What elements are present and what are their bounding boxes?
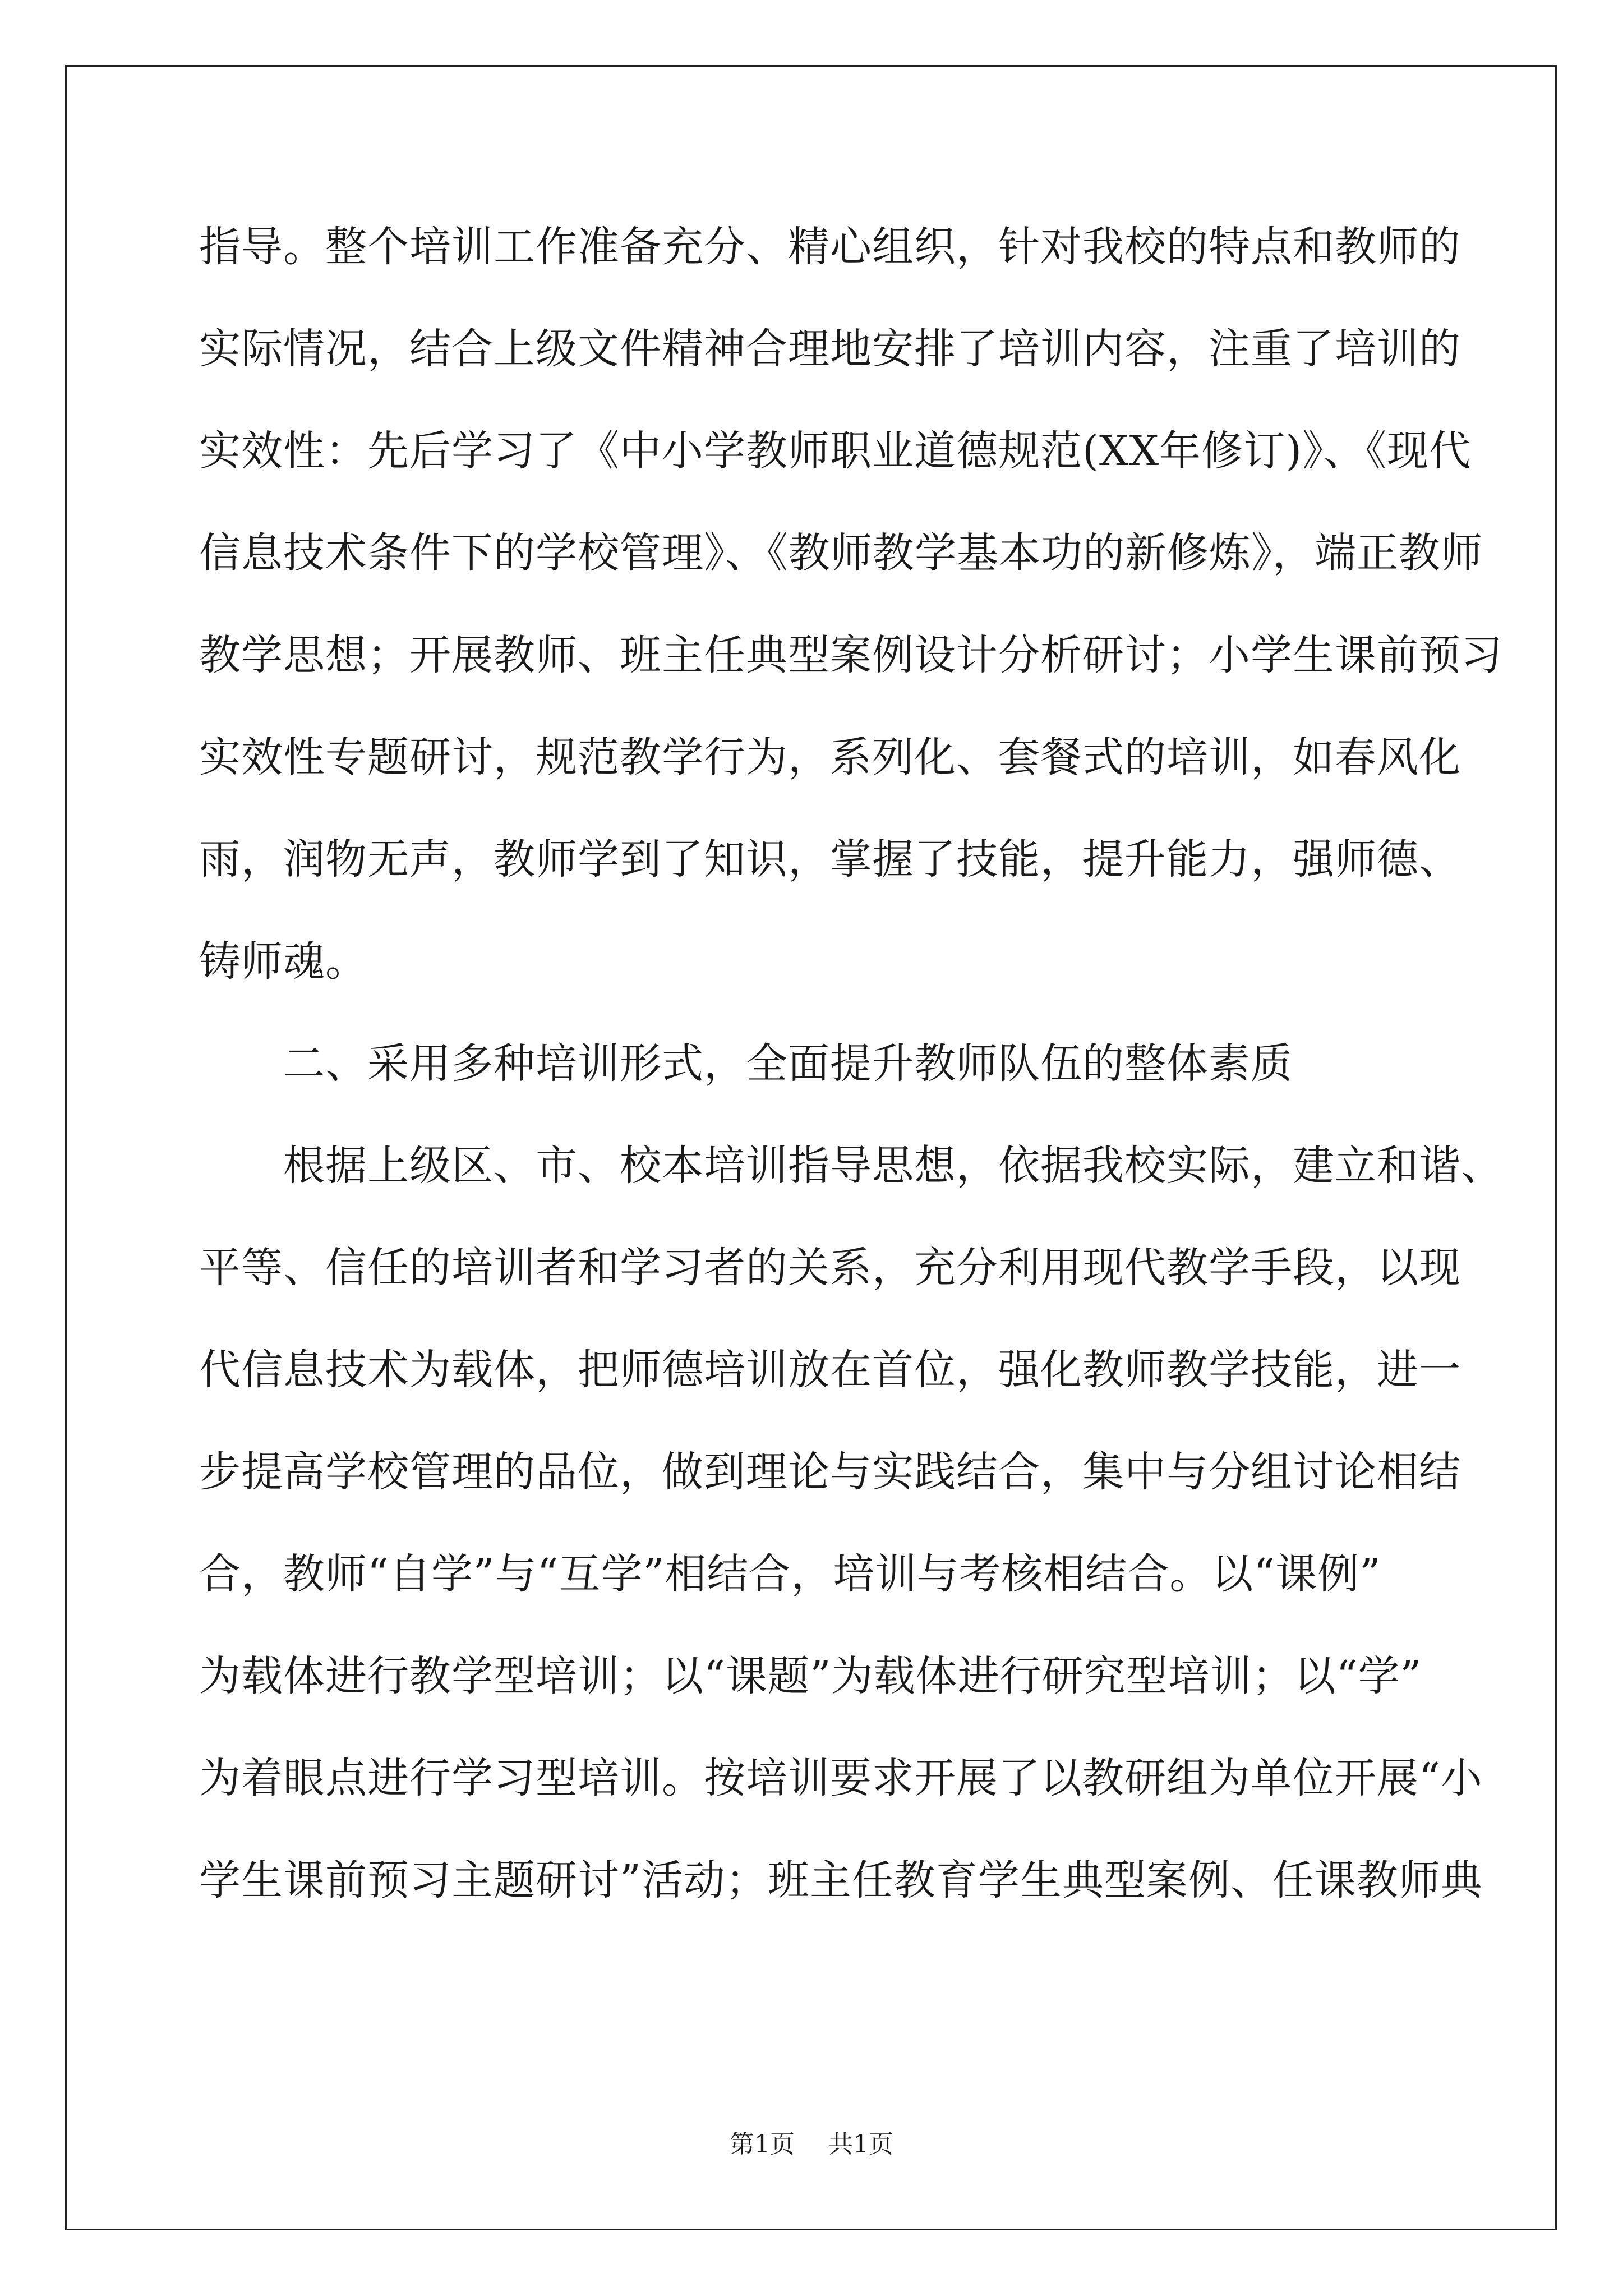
text-line: 步提高学校管理的品位，做到理论与实践结合，集中与分组讨论相结: [199, 1448, 1461, 1496]
text-line: 为载体进行教学型培训；以“课题”为载体进行研究型培训；以“学”: [199, 1652, 1422, 1700]
text-line: 代信息技术为载体，把师德培训放在首位，强化教师教学技能，进一: [199, 1346, 1461, 1394]
text-line: 雨，润物无声，教师学到了知识，掌握了技能，提升能力，强师德、: [199, 835, 1461, 884]
text-line: 平等、信任的培训者和学习者的关系，充分利用现代教学手段，以现: [199, 1244, 1461, 1292]
document-body: [199, 213, 1503, 1949]
text-line: 实效性：先后学习了《中小学教师职业道德规范(XX年修订)》、《现代: [199, 427, 1472, 475]
section-heading: 二、采用多种培训形式，全面提升教师队伍的整体素质: [283, 1039, 1293, 1088]
page-number-current: 第1页: [730, 2130, 795, 2159]
text-line: 教学思想；开展教师、班主任典型案例设计分析研讨；小学生课前预习: [199, 631, 1503, 679]
page-number-total: 共1页: [828, 2130, 893, 2159]
text-line: 为着眼点进行学习型培训。按培训要求开展了以教研组为单位开展“小: [199, 1754, 1483, 1802]
text-line: 学生课前预习主题研讨”活动；班主任教育学生典型案例、任课教师典: [199, 1856, 1483, 1904]
text-line: 信息技术条件下的学校管理》、《教师教学基本功的新修炼》，端正教师: [199, 529, 1483, 577]
text-line: 指导。整个培训工作准备充分、精心组织，针对我校的特点和教师的: [199, 223, 1461, 271]
text-line: 实效性专题研讨，规范教学行为，系列化、套餐式的培训，如春风化: [199, 733, 1461, 781]
page-footer: [0, 2124, 1623, 2160]
text-line: 铸师魂。: [199, 937, 367, 986]
text-line: 合，教师“自学”与“互学”相结合，培训与考核相结合。以“课例”: [199, 1550, 1381, 1598]
text-line: 实际情况，结合上级文件精神合理地安排了培训内容，注重了培训的: [199, 325, 1461, 373]
paragraph-start: 根据上级区、市、校本培训指导思想，依据我校实际，建立和谐、: [283, 1142, 1503, 1190]
